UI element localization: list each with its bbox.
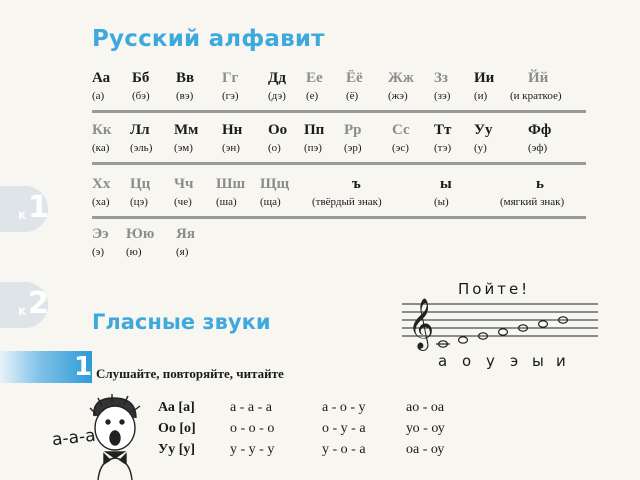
music-notes — [436, 317, 568, 347]
chapter-tab-1[interactable] — [0, 186, 48, 232]
alphabet-cell — [304, 122, 324, 155]
letter-name: (а) — [92, 90, 105, 102]
letter-name: (я) — [176, 246, 189, 258]
vowel-label: и — [556, 352, 566, 370]
letter: Нн — [222, 122, 243, 138]
letter-name: (ха) — [92, 196, 110, 208]
alphabet-cell — [176, 226, 195, 259]
table-row — [158, 400, 598, 421]
letter-name: (у) — [474, 142, 487, 154]
letter-name: (ы) — [434, 196, 449, 208]
alphabet-cell — [434, 176, 452, 209]
letter: Аа — [92, 70, 111, 86]
sing-label: Пойте! — [458, 280, 531, 298]
letter-name: (ё) — [346, 90, 359, 102]
letter-name: (эль) — [130, 142, 153, 154]
section-title: Гласные звуки — [92, 310, 271, 334]
letter-name: (гэ) — [222, 90, 239, 102]
alphabet-cell — [132, 70, 150, 103]
row-letter: Аа [а] — [158, 400, 195, 415]
letter: ъ — [352, 176, 361, 192]
letter-name: (пэ) — [304, 142, 322, 154]
letter-name: (мягкий знак) — [500, 196, 565, 208]
row-seq2: о - у - а — [322, 421, 366, 436]
alphabet-cell — [312, 176, 382, 209]
letter: Щщ — [260, 176, 290, 192]
divider-rule — [92, 162, 586, 165]
alphabet-cell — [126, 226, 154, 259]
letter: Фф — [528, 122, 552, 138]
letter-name: (эф) — [528, 142, 548, 154]
alphabet-row-2 — [92, 122, 592, 160]
letter: Гг — [222, 70, 239, 86]
letter-name: (ю) — [126, 246, 142, 258]
tab-prefix: к — [18, 208, 27, 222]
alphabet-cell — [474, 70, 494, 103]
alphabet-cell — [474, 122, 493, 155]
alphabet-cell — [222, 122, 242, 155]
letter-name: (тэ) — [434, 142, 452, 154]
letter-name: (и) — [474, 90, 488, 102]
letter-name: (эн) — [222, 142, 240, 154]
alphabet-cell — [92, 70, 110, 103]
vowel-label: ы — [532, 352, 544, 370]
page-title: Русский алфавит — [92, 26, 325, 52]
letter: Чч — [174, 176, 194, 192]
letter: Мм — [174, 122, 199, 138]
row-seq2: а - о - у — [322, 400, 366, 415]
row-seq1: о - о - о — [230, 421, 275, 436]
letter: Цц — [130, 176, 151, 192]
divider-rule — [92, 216, 586, 219]
row-seq3: ао - оа — [406, 400, 445, 415]
letter-name: (твёрдый знак) — [312, 196, 382, 208]
alphabet-cell — [216, 176, 245, 209]
table-row — [158, 442, 598, 463]
alphabet-cell — [434, 70, 450, 103]
letter-name: (е) — [306, 90, 319, 102]
letter: Шш — [216, 176, 246, 192]
letter: Тт — [434, 122, 452, 138]
letter-name: (вэ) — [176, 90, 194, 102]
letter-name: (зэ) — [434, 90, 451, 102]
vowel-label: а — [438, 352, 448, 370]
letter: Ёё — [346, 70, 363, 86]
row-seq1: у - у - у — [230, 442, 275, 457]
letter-name: (бэ) — [132, 90, 150, 102]
alphabet-cell — [388, 70, 414, 103]
chapter-tab-2[interactable] — [0, 282, 48, 328]
alphabet-cell — [130, 122, 152, 155]
letter: Пп — [304, 122, 325, 138]
alphabet-row-1 — [92, 70, 592, 108]
exercise-table — [158, 400, 598, 463]
exercise-instruction: Слушайте, повторяйте, читайте — [96, 366, 284, 381]
alphabet-cell — [268, 70, 286, 103]
letter: Кк — [92, 122, 112, 138]
divider-rule — [92, 110, 586, 113]
letter: Ээ — [92, 226, 109, 242]
alphabet-row-4 — [92, 226, 592, 264]
letter-name: (ща) — [260, 196, 281, 208]
letter: ы — [440, 176, 452, 192]
cheer-text: а-а-а — [51, 425, 97, 451]
alphabet-cell — [344, 122, 362, 155]
row-letter: Уу [у] — [158, 442, 196, 457]
letter: ь — [536, 176, 544, 192]
treble-clef-icon: 𝄞 — [408, 298, 435, 349]
letter-name: (эм) — [174, 142, 193, 154]
letter-name: (ка) — [92, 142, 110, 154]
alphabet-cell — [392, 122, 410, 155]
tab-number: 2 — [28, 286, 49, 321]
alphabet-cell — [500, 176, 564, 209]
alphabet-cell — [260, 176, 289, 209]
letter: Йй — [528, 70, 549, 86]
letter: Зз — [434, 70, 448, 86]
letter: Уу — [474, 122, 493, 138]
alphabet-cell — [92, 122, 112, 155]
letter-name: (э) — [92, 246, 105, 258]
table-row — [158, 421, 598, 442]
letter: Оо — [268, 122, 288, 138]
tab-prefix: к — [18, 304, 27, 318]
letter: Ее — [306, 70, 323, 86]
alphabet-cell — [528, 122, 551, 155]
letter: Ии — [474, 70, 495, 86]
letter: Вв — [176, 70, 195, 86]
letter-name: (ша) — [216, 196, 237, 208]
row-seq3: оа - оу — [406, 442, 445, 457]
row-letter: Оо [о] — [158, 421, 196, 436]
alphabet-cell — [434, 122, 451, 155]
alphabet-cell — [130, 176, 150, 209]
letter: Яя — [176, 226, 195, 242]
letter: Лл — [130, 122, 150, 138]
letter: Рр — [344, 122, 362, 138]
letter: Дд — [268, 70, 286, 86]
letter: Жж — [388, 70, 414, 86]
alphabet-cell — [222, 70, 239, 103]
alphabet-cell — [174, 122, 198, 155]
alphabet-cell — [306, 70, 323, 103]
vowel-label: э — [510, 352, 519, 370]
vowel-label: у — [486, 352, 495, 370]
letter-name: (дэ) — [268, 90, 286, 102]
letter-name: (и краткое) — [510, 90, 562, 102]
alphabet-cell — [346, 70, 363, 103]
alphabet-cell — [92, 176, 110, 209]
music-staff-illustration — [400, 290, 600, 352]
row-seq2: у - о - а — [322, 442, 366, 457]
exercise-number: 1 — [74, 352, 93, 382]
alphabet-row-3 — [92, 176, 592, 214]
letter-name: (эс) — [392, 142, 409, 154]
alphabet-cell — [174, 176, 193, 209]
letter-name: (эр) — [344, 142, 362, 154]
alphabet-cell — [268, 122, 287, 155]
alphabet-cell — [176, 70, 194, 103]
letter-name: (че) — [174, 196, 192, 208]
tab-number: 1 — [28, 190, 49, 225]
letter-name: (цэ) — [130, 196, 148, 208]
row-seq3: уо - оу — [406, 421, 445, 436]
vowel-label: о — [462, 352, 472, 370]
letter-name: (о) — [268, 142, 281, 154]
row-seq1: а - а - а — [230, 400, 272, 415]
letter: Хх — [92, 176, 111, 192]
letter-name: (жэ) — [388, 90, 408, 102]
alphabet-cell — [92, 226, 109, 259]
alphabet-cell — [510, 70, 562, 103]
letter: Бб — [132, 70, 150, 86]
letter: Сс — [392, 122, 410, 138]
letter: Юю — [126, 226, 155, 242]
